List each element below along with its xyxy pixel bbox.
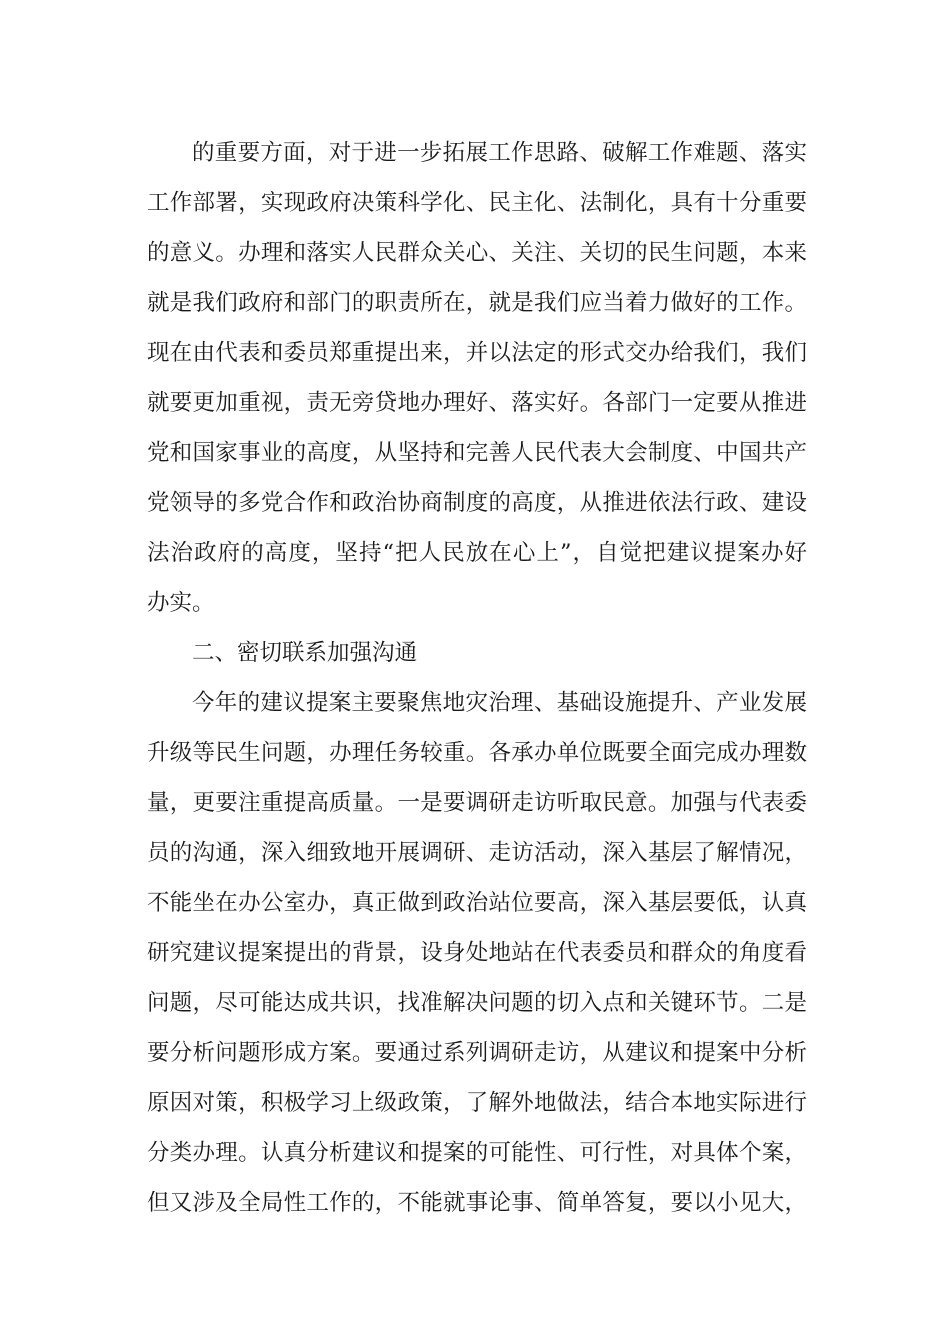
text-line: 量，更要注重提高质量。一是要调研走访听取民意。加强与代表委 bbox=[147, 790, 807, 816]
text-line: 要分析问题形成方案。要通过系列调研走访，从建议和提案中分析 bbox=[147, 1040, 807, 1066]
text-line: 现在由代表和委员郑重提出来，并以法定的形式交办给我们，我们 bbox=[147, 340, 807, 366]
text-line: 升级等民生问题，办理任务较重。各承办单位既要全面完成办理数 bbox=[147, 740, 807, 766]
text-line: 党和国家事业的高度，从坚持和完善人民代表大会制度、中国共产 bbox=[147, 440, 807, 466]
text-line: 员的沟通，深入细致地开展调研、走访活动，深入基层了解情况， bbox=[147, 840, 807, 866]
text-line: 问题，尽可能达成共识，找准解决问题的切入点和关键环节。二是 bbox=[147, 990, 807, 1016]
text-line: 办实。 bbox=[147, 590, 215, 616]
text-line: 分类办理。认真分析建议和提案的可能性、可行性，对具体个案， bbox=[147, 1140, 807, 1166]
paragraph-1 bbox=[147, 128, 807, 628]
text-line: 原因对策，积极学习上级政策，了解外地做法，结合本地实际进行 bbox=[147, 1090, 807, 1116]
text-line: 不能坐在办公室办，真正做到政治站位要高，深入基层要低，认真 bbox=[147, 890, 807, 916]
text-line: 就要更加重视，责无旁贷地办理好、落实好。各部门一定要从推进 bbox=[147, 390, 807, 416]
text-line: 研究建议提案提出的背景，设身处地站在代表委员和群众的角度看 bbox=[147, 940, 807, 966]
text-line: 的意义。办理和落实人民群众关心、关注、关切的民生问题，本来 bbox=[147, 240, 807, 266]
section-heading: 二、密切联系加强沟通 bbox=[192, 640, 418, 666]
text-line: 就是我们政府和部门的职责所在，就是我们应当着力做好的工作。 bbox=[147, 290, 807, 316]
document-body bbox=[147, 128, 807, 1228]
paragraph-2 bbox=[147, 678, 807, 1228]
text-line: 法治政府的高度，坚持“把人民放在心上”，自觉把建议提案办好 bbox=[147, 540, 807, 566]
text-line: 今年的建议提案主要聚焦地灾治理、基础设施提升、产业发展 bbox=[192, 690, 807, 716]
text-line: 但又涉及全局性工作的，不能就事论事、简单答复，要以小见大， bbox=[147, 1190, 807, 1216]
text-line: 的重要方面，对于进一步拓展工作思路、破解工作难题、落实 bbox=[192, 140, 807, 166]
text-line: 党领导的多党合作和政治协商制度的高度，从推进依法行政、建设 bbox=[147, 490, 807, 516]
text-line: 工作部署，实现政府决策科学化、民主化、法制化，具有十分重要 bbox=[147, 190, 807, 216]
